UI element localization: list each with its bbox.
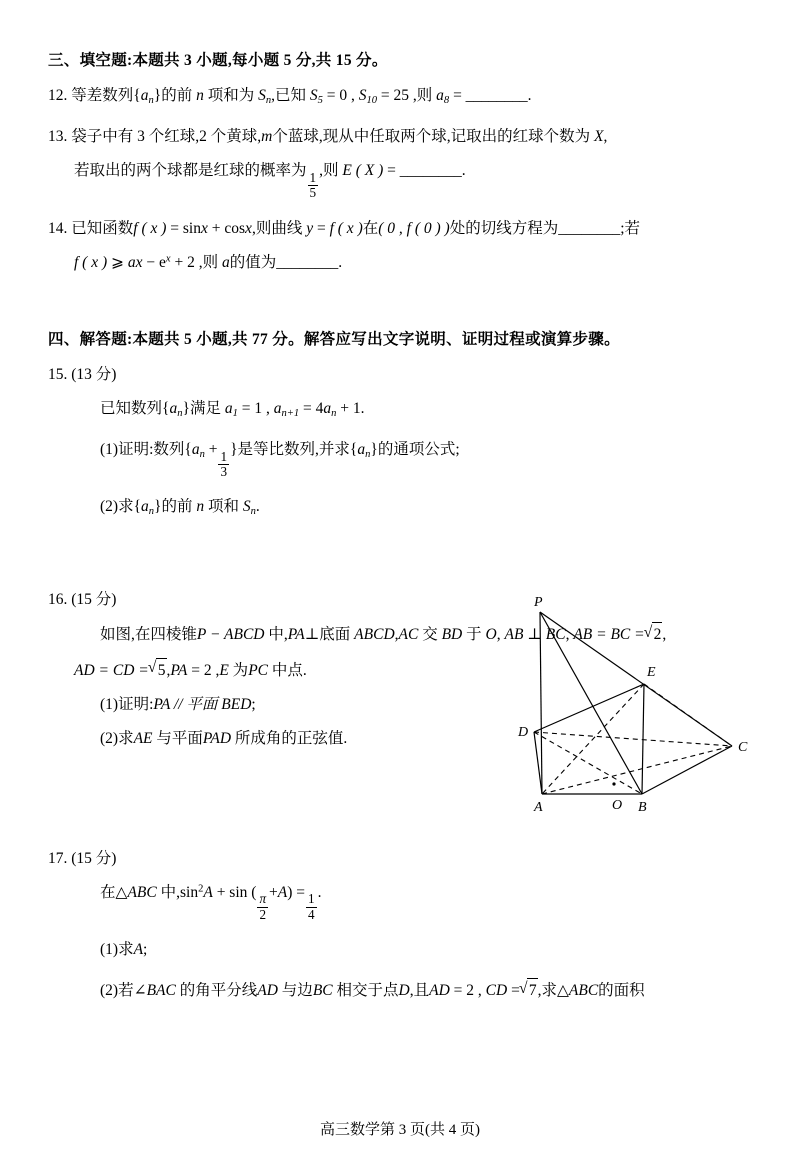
q16-line1-e: 交 — [422, 626, 438, 644]
q17-sin2A-sup: 2 — [198, 883, 204, 895]
q14-line2-d: − e — [146, 253, 166, 271]
q16-ABCD: ABCD — [354, 626, 395, 644]
question-17-header — [48, 847, 752, 871]
q15-item2-a: (2)求 — [100, 498, 134, 516]
q16-O: O — [485, 626, 497, 644]
q15-a1: a — [224, 399, 233, 417]
q12-s10-sub: 10 — [366, 94, 378, 106]
q12-S-sub: n — [265, 94, 272, 106]
q16-item2-a: (2)求 — [100, 729, 134, 747]
q15-item2-d: . — [255, 498, 260, 516]
q14-point: ( 0 , f ( 0 ) ) — [378, 219, 450, 237]
q16-item1-a: (1)证明: — [100, 695, 154, 713]
q17-score: (15 分) — [71, 849, 117, 867]
q15-item2-b: 的前 — [161, 498, 193, 516]
question-17-part-2 — [48, 978, 752, 1003]
q15-line1-a: 已知数列 — [100, 399, 163, 417]
q17-ABC2: ABC — [568, 981, 599, 999]
q13-line1-c: , — [603, 128, 608, 146]
q16-line2-d: 为 — [232, 661, 249, 679]
q17-line1-b: 中, — [160, 883, 180, 901]
q15-item1-an-2: a — [357, 440, 366, 458]
q13-line2-a: 若取出的两个球都是红球的概率为 — [74, 162, 307, 180]
q16-line2-b: , — [166, 661, 171, 679]
q17-item2-b: 的角平分线 — [179, 981, 258, 999]
section-heading-fill-blank: 三、填空题:本题共 3 小题,每小题 5 分,共 15 分。 — [48, 52, 388, 69]
q15-item1-a: (1)证明:数列 — [100, 440, 185, 458]
q16-sqrt-2: √ 2 — [645, 622, 663, 647]
q16-AC: AC — [398, 626, 419, 644]
q15-item2-an: a — [141, 498, 149, 516]
q16-item1-c: ; — [251, 695, 256, 713]
q12-brace-open: { — [133, 87, 141, 104]
q13-EX: E ( X ) — [342, 162, 384, 180]
q17-item2-h: ,求 — [537, 981, 557, 999]
q15-item1-brace-open: { — [184, 440, 192, 458]
q14-fx: f ( x ) — [133, 219, 167, 237]
q16-item2-b: AE — [133, 729, 153, 747]
fig-label-E: E — [647, 665, 656, 681]
q15-an2: a — [323, 399, 332, 417]
q12-text-d: ,已知 — [271, 87, 306, 104]
q15-item2-S: S — [242, 498, 251, 516]
q13-X: X — [593, 128, 604, 146]
q17-item2-c: 与边 — [281, 981, 313, 999]
q15-brace-open: { — [162, 399, 170, 417]
pyramid-figure — [516, 594, 758, 824]
q17-AD2: AD — [429, 981, 450, 999]
q17-line1-a: 在 — [100, 883, 116, 901]
q16-E: E — [219, 661, 229, 679]
q17-item2-a: (2)若 — [100, 981, 134, 999]
q17-line1-c: + sin ( — [216, 883, 257, 901]
question-12 — [48, 84, 752, 109]
q17-angle-symbol: ∠ — [133, 981, 147, 999]
q14-line2-b: ⩾ — [111, 253, 125, 271]
q12-eq-blank: = ________. — [453, 87, 532, 104]
q16-line1-d: , — [394, 626, 399, 644]
q13-line1-b: 个蓝球,现从中任取两个球,记取出的红球个数为 — [272, 128, 591, 146]
q14-line2-c: ax — [127, 253, 143, 271]
q15-item1-plus: + — [208, 440, 218, 458]
q15-item2-brace-close: } — [154, 498, 162, 516]
q16-sqrt-5: √ 5 — [149, 658, 167, 683]
q16-number: 16. — [48, 591, 68, 609]
q15-item1-brace-close-2: } — [370, 440, 378, 458]
q17-D: D — [398, 981, 410, 999]
q16-PA2: PA — [170, 661, 188, 679]
q15-an2-sub: n — [331, 407, 337, 419]
q16-BD: BD — [441, 626, 463, 644]
q17-item1-A: A — [133, 940, 144, 958]
q12-an: a — [140, 87, 149, 104]
page-footer: 高三数学第 3 页(共 4 页) — [320, 1122, 480, 1138]
q17-line1-d: + — [269, 883, 278, 901]
q17-item1: (1)求 — [100, 940, 134, 958]
q17-item2-g: = — [511, 981, 520, 999]
q16-perp: ⊥ — [304, 626, 320, 644]
q17-line1-f: . — [317, 883, 322, 901]
q15-line1-c: = 1 , — [241, 399, 270, 417]
q16-line1-b: 中, — [268, 626, 288, 644]
q16-item1-b: PA // 平面 BED — [153, 695, 252, 713]
q17-item2-i: 的面积 — [598, 981, 645, 999]
q16-line2-a: AD = CD = — [74, 661, 149, 679]
q15-item1-brace-close: } — [230, 440, 238, 458]
question-13-line-1 — [48, 125, 752, 149]
q17-A2: A — [277, 883, 288, 901]
q16-line1-g: , — [496, 626, 501, 644]
q12-a8-sub: 8 — [443, 94, 450, 106]
fig-label-B: B — [638, 800, 647, 816]
q17-number: 17. — [48, 849, 68, 867]
q17-fraction-one-quarter: $\frac{1}{4}$ — [308, 891, 315, 922]
q12-a8: a — [436, 87, 444, 104]
q17-item2-f: = 2 , — [453, 981, 482, 999]
q15-item2-brace-open: { — [133, 498, 142, 516]
q16-line2-c: = 2 , — [191, 661, 220, 679]
question-16 — [48, 588, 752, 816]
q15-a1-sub: 1 — [232, 407, 238, 419]
q12-s5-sub: 5 — [317, 94, 323, 106]
q15-an-sub: n — [177, 407, 183, 419]
q13-line2-c: = ________. — [387, 162, 466, 180]
q14-line1-f: 在 — [362, 219, 379, 237]
q12-eq25: = 25 ,则 — [380, 87, 433, 104]
q14-line2-f: 的值为________. — [229, 253, 343, 271]
q12-eq0: = 0 , — [326, 87, 355, 104]
q16-item2-d: PAD — [202, 729, 232, 747]
q14-fx2: f ( x ) — [329, 219, 363, 237]
q16-line1-c: 底面 — [319, 626, 351, 644]
q15-item1-brace-open-2: { — [349, 440, 358, 458]
q13-m: m — [261, 128, 273, 146]
q15-number: 15. — [48, 365, 68, 383]
q15-item2-c: 项和 — [208, 498, 240, 516]
q14-line2-sup: x — [165, 253, 171, 265]
q12-S: S — [258, 87, 266, 104]
q16-line1-a: 如图,在四棱锥 — [100, 626, 197, 644]
q15-score: (13 分) — [71, 365, 117, 383]
q17-fraction-pi-over-2: $\frac{\pi}{2}$ — [259, 891, 267, 922]
q14-line2-e: + 2 ,则 — [174, 253, 219, 271]
q16-item2-e: 所成角的正弦值. — [234, 729, 348, 747]
q12-an-sub: n — [148, 94, 154, 106]
q16-line1-i: , — [662, 626, 667, 644]
q14-line1-a: 已知函数 — [71, 219, 134, 237]
q16-line1-h: , — [565, 626, 570, 644]
q16-line2-e: 中点. — [271, 661, 307, 679]
q17-AD: AD — [257, 981, 278, 999]
q15-item1-c: 的通项公式; — [377, 440, 460, 458]
q14-a: a — [221, 253, 230, 271]
q16-AB-BC: AB = BC = — [573, 626, 645, 644]
question-17-statement — [48, 881, 752, 922]
q17-triangle-symbol: △ — [115, 883, 128, 901]
q16-line1-f: 于 — [466, 626, 482, 644]
q15-line1-b: 满足 — [189, 399, 221, 417]
q14-line1-b: = sin — [170, 219, 201, 237]
q14-y: y — [306, 219, 314, 237]
question-14-line-2 — [48, 251, 752, 275]
q16-score: (15 分) — [71, 591, 117, 609]
q12-text-a: 等差数列 — [71, 87, 134, 104]
q14-line1-c: + cos — [211, 219, 246, 237]
q16-PA: PA — [287, 626, 305, 644]
fig-label-A: A — [534, 800, 543, 816]
q17-sqrt-7: √ 7 — [520, 978, 538, 1003]
q16-item2-c: 与平面 — [156, 729, 203, 747]
q14-x2: x — [245, 219, 252, 237]
q12-number: 12. — [48, 87, 68, 104]
q15-anp1-sub: n+1 — [281, 407, 300, 419]
q15-an: a — [169, 399, 178, 417]
q12-text-b: 的前 — [161, 87, 193, 104]
q17-item2-d: 相交于点 — [336, 981, 399, 999]
q15-item1-an-sub-2: n — [365, 448, 371, 460]
q13-probability-fraction: $\frac{1}{5}$ — [309, 170, 317, 201]
q15-item2-an-sub: n — [148, 506, 155, 518]
q12-n: n — [196, 87, 204, 104]
q17-A1: A — [203, 883, 213, 901]
q17-line1-e: ) = — [287, 883, 306, 901]
q16-AB-perp-BC: AB ⊥ BC — [504, 626, 566, 644]
q14-number: 14. — [48, 219, 68, 237]
q17-triangle-symbol-2: △ — [556, 981, 569, 999]
q12-text-c: 项和为 — [207, 87, 255, 104]
q14-line1-d: ,则曲线 — [251, 219, 303, 237]
q15-brace-close: } — [182, 399, 190, 417]
question-15-part-2 — [48, 495, 752, 520]
q17-item1-b: ; — [143, 940, 148, 958]
q17-BAC: BAC — [146, 981, 176, 999]
q15-fraction-one-third: $\frac{1}{3}$ — [220, 448, 228, 479]
section-heading-solution: 四、解答题:本题共 5 小题,共 77 分。解答应写出文字说明、证明过程或演算步骤。 — [48, 330, 620, 348]
q15-item1-b: 是等比数列,并求 — [237, 440, 350, 458]
q15-item2-S-sub: n — [250, 506, 256, 518]
q12-brace-close: } — [153, 87, 162, 104]
q15-line1-e: + 1. — [340, 399, 365, 417]
q13-line1-a: 袋子中有 3 个红球,2 个黄球, — [71, 128, 262, 146]
q14-line2-a: f ( x ) — [74, 253, 108, 271]
fig-label-C: C — [738, 740, 748, 756]
q14-x1: x — [201, 219, 208, 237]
q15-anp1: a — [273, 399, 282, 417]
q16-PC: PC — [248, 661, 268, 679]
q17-sin2A: sin — [179, 883, 199, 901]
question-17-part-1 — [48, 938, 752, 962]
q13-line2-b: ,则 — [319, 162, 339, 180]
fig-label-P: P — [534, 595, 543, 611]
question-13-line-2 — [48, 159, 752, 200]
q15-item1-an: a — [191, 440, 200, 458]
q17-BC: BC — [312, 981, 333, 999]
q17-item2-e: ,且 — [409, 981, 430, 999]
q15-item1-an-sub: n — [199, 448, 205, 460]
fig-label-D: D — [518, 725, 529, 741]
question-14-line-1 — [48, 217, 752, 241]
fig-label-O: O — [612, 798, 623, 814]
q12-s5: S — [309, 87, 318, 104]
q17-ABC: ABC — [127, 883, 157, 901]
question-15-statement — [48, 397, 752, 422]
q15-item2-n: n — [196, 498, 205, 516]
question-15-part-1 — [48, 438, 752, 479]
q15-line1-d: = 4 — [302, 399, 324, 417]
q14-line1-e: = — [316, 219, 326, 237]
q14-line1-g: 处的切线方程为________;若 — [449, 219, 641, 237]
question-15-header — [48, 363, 752, 387]
q17-CD: CD — [485, 981, 508, 999]
q16-P-ABCD: P − ABCD — [196, 626, 265, 644]
q12-s10: S — [358, 87, 367, 104]
q13-number: 13. — [48, 128, 68, 146]
